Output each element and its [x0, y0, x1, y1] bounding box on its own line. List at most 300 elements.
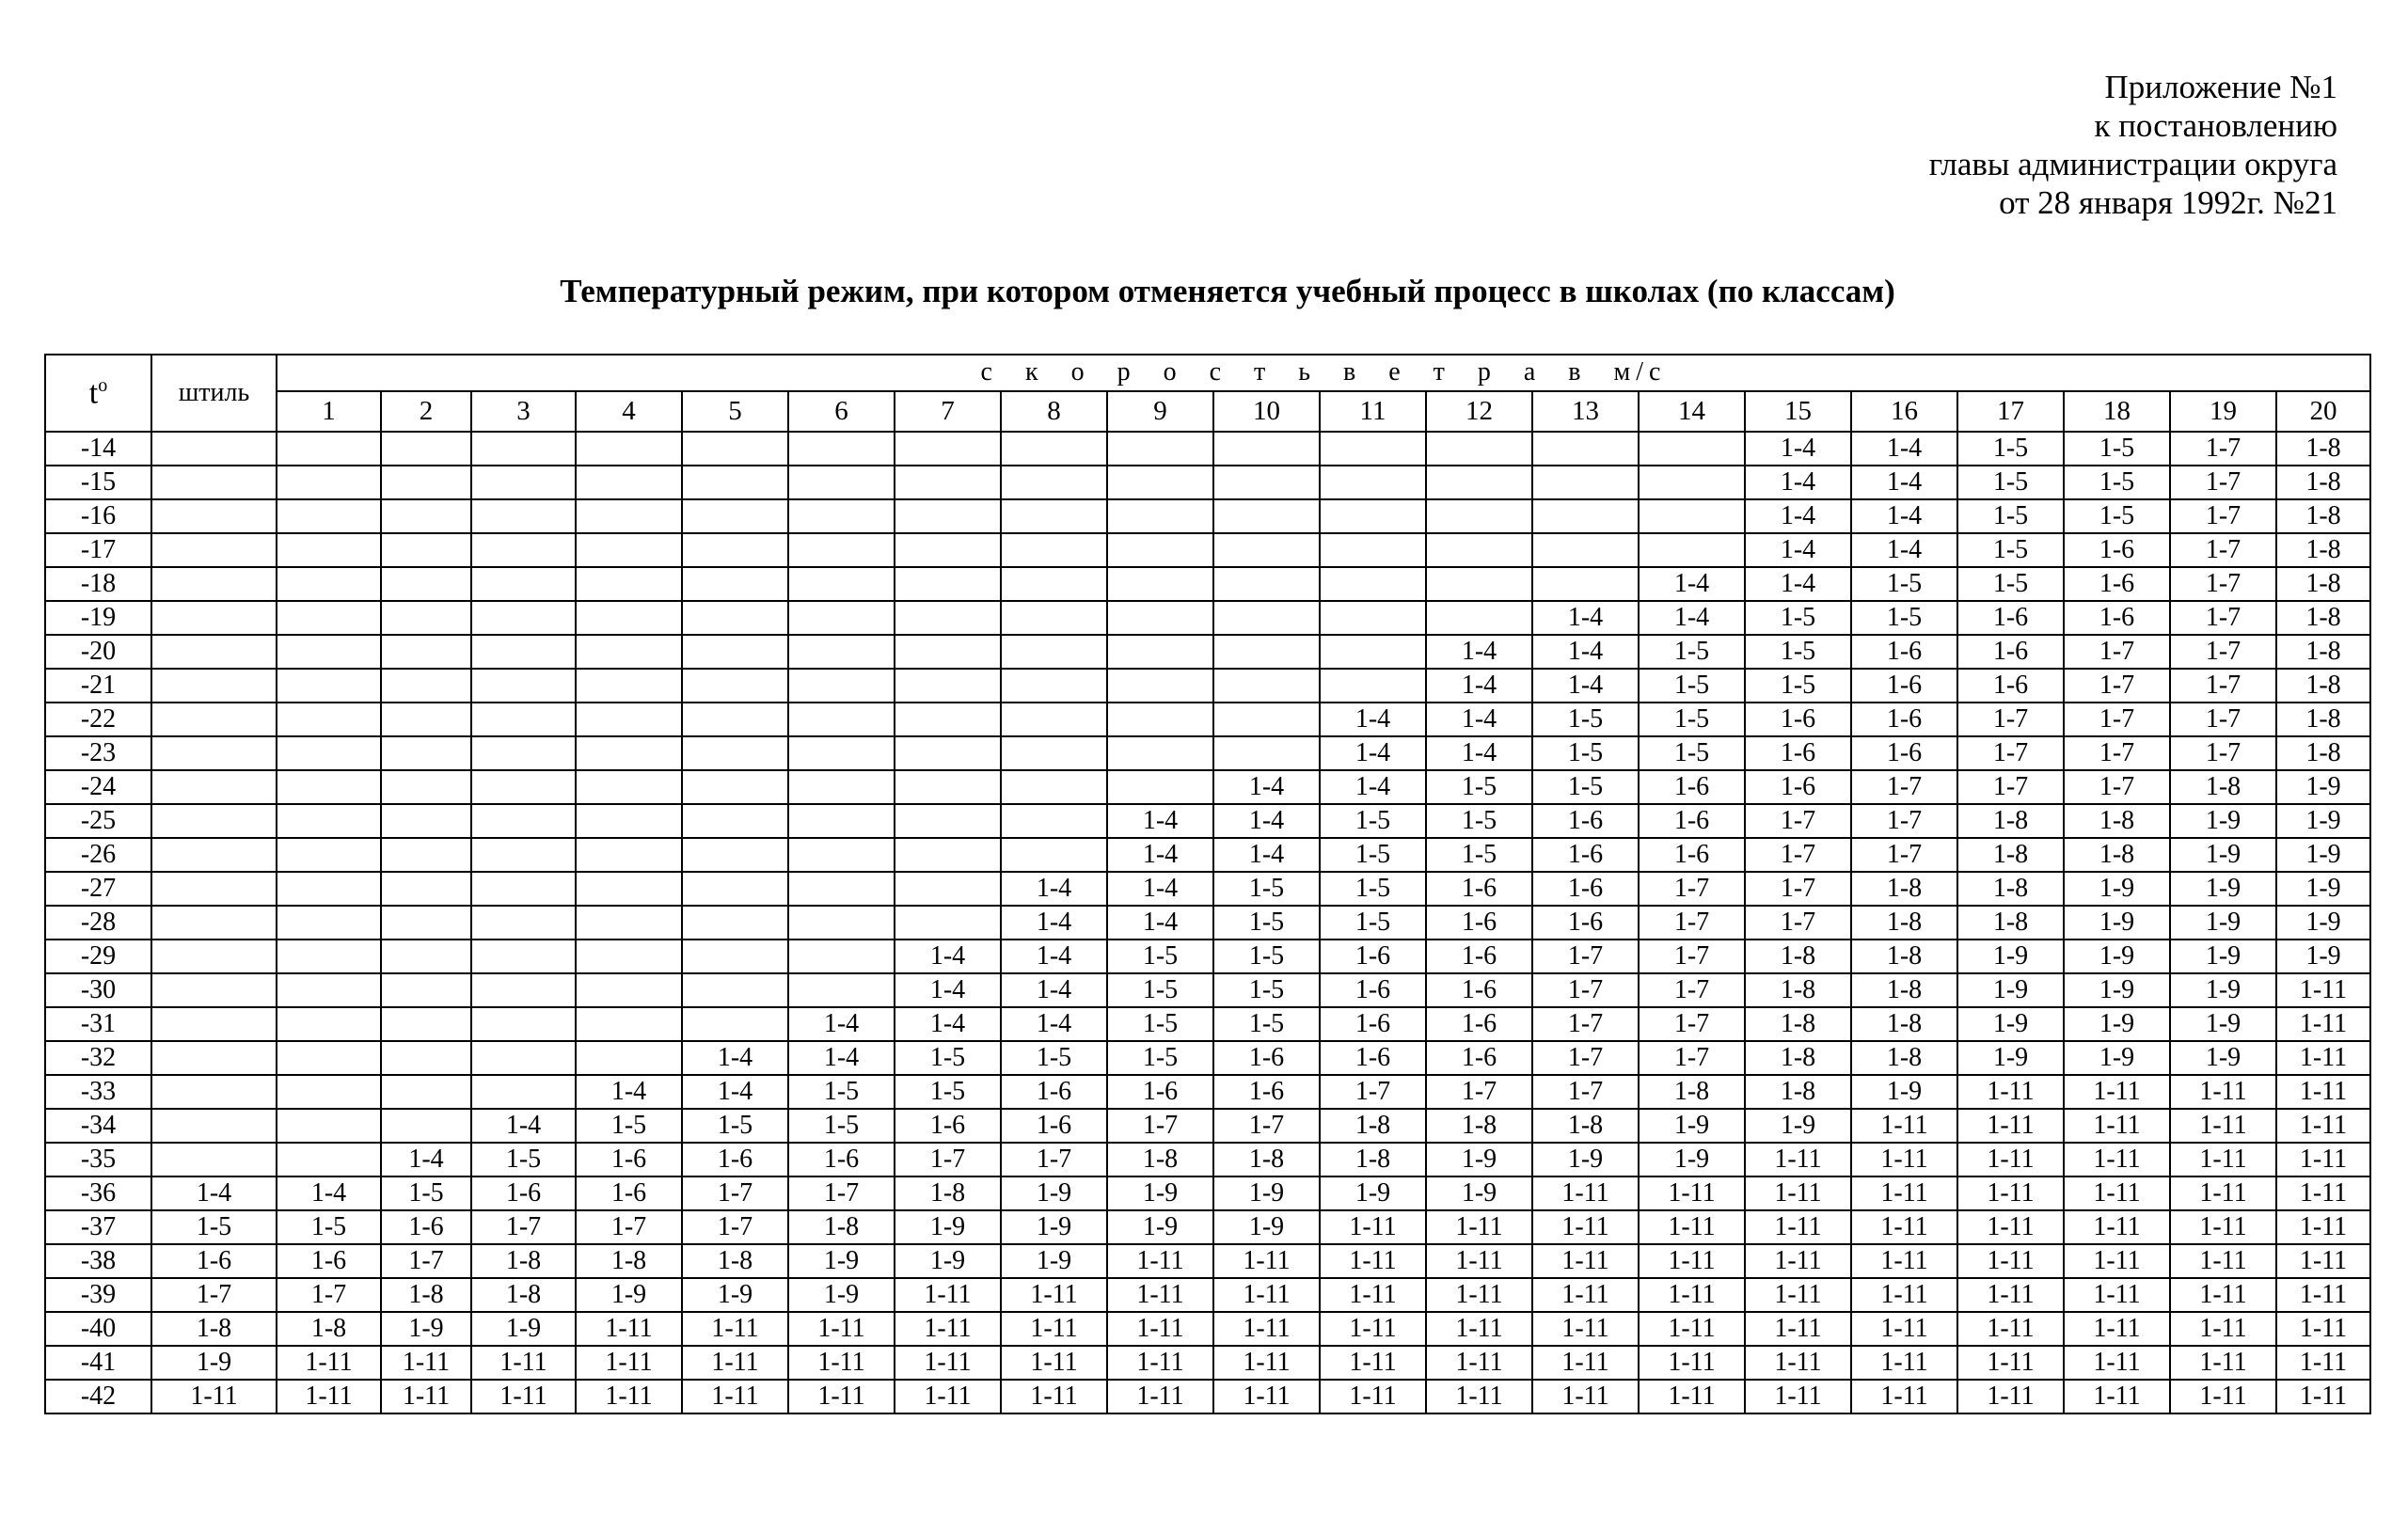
grade-range-cell: [1001, 635, 1107, 669]
grade-range-cell: 1-6: [1745, 736, 1851, 770]
grade-range-cell: 1-7: [1426, 1075, 1532, 1109]
grade-range-cell: [576, 703, 682, 736]
grade-range-cell: 1-5: [1213, 1007, 1320, 1041]
grade-range-cell: [895, 533, 1001, 567]
grade-range-cell: 1-8: [2064, 804, 2170, 838]
grade-range-cell: [1107, 635, 1213, 669]
grade-range-cell: 1-9: [2276, 804, 2370, 838]
grade-range-cell: 1-8: [2276, 466, 2370, 499]
grade-range-cell: 1-11: [895, 1346, 1001, 1380]
grade-range-cell: 1-11: [1426, 1312, 1532, 1346]
grade-range-cell: [576, 838, 682, 872]
temperature-cell: -42: [45, 1380, 151, 1413]
grade-range-cell: 1-11: [1107, 1380, 1213, 1413]
grade-range-cell: 1-11: [1320, 1210, 1426, 1244]
degree-superscript: o: [98, 374, 108, 396]
grade-range-cell: 1-11: [2276, 1007, 2370, 1041]
grade-range-cell: 1-5: [1107, 1041, 1213, 1075]
annex-line-3: главы администрации округа: [1928, 146, 2337, 182]
grade-range-cell: 1-6: [1532, 838, 1639, 872]
grade-range-cell: 1-11: [1851, 1176, 1957, 1210]
grade-range-cell: 1-11: [1213, 1346, 1320, 1380]
grade-range-cell: 1-8: [381, 1278, 471, 1312]
grade-range-cell: 1-4: [1001, 906, 1107, 940]
grade-range-cell: 1-11: [1426, 1210, 1532, 1244]
grade-range-cell: 1-6: [788, 1143, 895, 1176]
grade-range-cell: [277, 906, 381, 940]
grade-range-cell: 1-11: [1532, 1244, 1639, 1278]
grade-range-cell: 1-9: [381, 1312, 471, 1346]
calm-cell: [151, 635, 277, 669]
grade-range-cell: 1-7: [2064, 703, 2170, 736]
grade-range-cell: [1320, 499, 1426, 533]
calm-cell: 1-9: [151, 1346, 277, 1380]
temperature-cell: -33: [45, 1075, 151, 1109]
grade-range-cell: 1-11: [2276, 1210, 2370, 1244]
grade-range-cell: 1-11: [2170, 1244, 2276, 1278]
grade-range-cell: 1-4: [576, 1075, 682, 1109]
grade-range-cell: [277, 567, 381, 601]
grade-range-cell: 1-8: [2276, 669, 2370, 703]
grade-range-cell: 1-8: [471, 1278, 576, 1312]
calm-cell: [151, 1075, 277, 1109]
grade-range-cell: [381, 973, 471, 1007]
calm-cell: [151, 872, 277, 906]
grade-range-cell: [788, 533, 895, 567]
grade-range-cell: [1107, 736, 1213, 770]
grade-range-cell: [1639, 499, 1745, 533]
grade-range-cell: [1001, 838, 1107, 872]
temperature-cell: -34: [45, 1109, 151, 1143]
calm-cell: 1-11: [151, 1380, 277, 1413]
grade-range-cell: 1-6: [682, 1143, 788, 1176]
grade-range-cell: 1-11: [2276, 1278, 2370, 1312]
grade-range-cell: [277, 703, 381, 736]
grade-range-cell: 1-9: [895, 1244, 1001, 1278]
grade-range-cell: 1-8: [576, 1244, 682, 1278]
grade-range-cell: 1-7: [1639, 940, 1745, 973]
table-row: [45, 635, 2370, 669]
grade-range-cell: [1426, 533, 1532, 567]
grade-range-cell: 1-5: [1320, 872, 1426, 906]
grade-range-cell: 1-7: [1532, 1075, 1639, 1109]
table-row: [45, 669, 2370, 703]
grade-range-cell: 1-9: [2064, 872, 2170, 906]
grade-range-cell: [682, 601, 788, 635]
grade-range-cell: 1-11: [1957, 1346, 2064, 1380]
grade-range-cell: 1-7: [2170, 635, 2276, 669]
grade-range-cell: 1-8: [1851, 940, 1957, 973]
grade-range-cell: 1-5: [1957, 499, 2064, 533]
grade-range-cell: [1320, 466, 1426, 499]
grade-range-cell: 1-4: [1320, 736, 1426, 770]
temperature-cell: -14: [45, 432, 151, 466]
temperature-cell: -36: [45, 1176, 151, 1210]
grade-range-cell: [788, 432, 895, 466]
grade-range-cell: 1-11: [2064, 1109, 2170, 1143]
grade-range-cell: [1107, 567, 1213, 601]
grade-range-cell: 1-11: [1532, 1312, 1639, 1346]
wind-speed-column-header: 12: [1426, 391, 1532, 432]
grade-range-cell: [277, 1143, 381, 1176]
grade-range-cell: [1107, 770, 1213, 804]
grade-range-cell: [471, 1075, 576, 1109]
grade-range-cell: [788, 804, 895, 838]
table-row: [45, 736, 2370, 770]
grade-range-cell: 1-11: [1001, 1278, 1107, 1312]
grade-range-cell: 1-7: [1320, 1075, 1426, 1109]
temperature-cell: -38: [45, 1244, 151, 1278]
grade-range-cell: 1-5: [1957, 533, 2064, 567]
grade-range-cell: 1-11: [2170, 1109, 2276, 1143]
calm-cell: [151, 940, 277, 973]
grade-range-cell: [1001, 736, 1107, 770]
grade-range-cell: 1-6: [1107, 1075, 1213, 1109]
grade-range-cell: 1-11: [1851, 1380, 1957, 1413]
grade-range-cell: 1-6: [1001, 1109, 1107, 1143]
grade-range-cell: [1107, 533, 1213, 567]
grade-range-cell: [682, 703, 788, 736]
grade-range-cell: 1-4: [1426, 635, 1532, 669]
grade-range-cell: 1-6: [1745, 703, 1851, 736]
table-row: [45, 432, 2370, 466]
grade-range-cell: 1-7: [2170, 601, 2276, 635]
grade-range-cell: 1-7: [1001, 1143, 1107, 1176]
grade-range-cell: [277, 940, 381, 973]
grade-range-cell: 1-4: [277, 1176, 381, 1210]
grade-range-cell: 1-9: [1426, 1176, 1532, 1210]
grade-range-cell: 1-6: [576, 1176, 682, 1210]
grade-range-cell: 1-11: [1213, 1244, 1320, 1278]
grade-range-cell: 1-6: [1426, 1041, 1532, 1075]
grade-range-cell: 1-11: [1745, 1210, 1851, 1244]
grade-range-cell: [895, 906, 1001, 940]
grade-range-cell: 1-4: [1745, 499, 1851, 533]
grade-range-cell: 1-8: [277, 1312, 381, 1346]
grade-range-cell: 1-8: [1426, 1109, 1532, 1143]
wind-speed-column-header: 2: [381, 391, 471, 432]
temperature-cell: -28: [45, 906, 151, 940]
grade-range-cell: 1-11: [682, 1380, 788, 1413]
grade-range-cell: 1-7: [2064, 770, 2170, 804]
grade-range-cell: 1-11: [1639, 1210, 1745, 1244]
grade-range-cell: [576, 432, 682, 466]
grade-range-cell: 1-8: [1532, 1109, 1639, 1143]
grade-range-cell: 1-6: [1426, 940, 1532, 973]
temperature-cell: -24: [45, 770, 151, 804]
grade-range-cell: 1-4: [682, 1041, 788, 1075]
grade-range-cell: 1-5: [1107, 940, 1213, 973]
grade-range-cell: 1-9: [2276, 872, 2370, 906]
table-row: [45, 804, 2370, 838]
grade-range-cell: 1-7: [682, 1176, 788, 1210]
grade-range-cell: 1-11: [1213, 1312, 1320, 1346]
grade-range-cell: [1213, 601, 1320, 635]
grade-range-cell: 1-11: [1957, 1312, 2064, 1346]
grade-range-cell: [381, 906, 471, 940]
temperature-cell: -19: [45, 601, 151, 635]
grade-range-cell: [471, 736, 576, 770]
grade-range-cell: 1-7: [1532, 1041, 1639, 1075]
grade-range-cell: 1-11: [2064, 1278, 2170, 1312]
grade-range-cell: 1-5: [2064, 432, 2170, 466]
grade-range-cell: 1-7: [2064, 736, 2170, 770]
grade-range-cell: [576, 499, 682, 533]
grade-range-cell: 1-11: [1001, 1312, 1107, 1346]
grade-range-cell: [576, 567, 682, 601]
grade-range-cell: 1-6: [2064, 567, 2170, 601]
grade-range-cell: 1-6: [2064, 533, 2170, 567]
grade-range-cell: 1-11: [2064, 1312, 2170, 1346]
grade-range-cell: 1-11: [2276, 1041, 2370, 1075]
grade-range-cell: 1-4: [1745, 466, 1851, 499]
grade-range-cell: 1-9: [2276, 770, 2370, 804]
grade-range-cell: 1-4: [1532, 669, 1639, 703]
grade-range-cell: 1-6: [1851, 635, 1957, 669]
grade-range-cell: 1-5: [1639, 635, 1745, 669]
grade-range-cell: 1-4: [1851, 432, 1957, 466]
grade-range-cell: [788, 872, 895, 906]
grade-range-cell: [788, 567, 895, 601]
grade-range-cell: [381, 601, 471, 635]
grade-range-cell: [895, 838, 1001, 872]
grade-range-cell: 1-8: [1745, 973, 1851, 1007]
grade-range-cell: [895, 669, 1001, 703]
grade-range-cell: 1-7: [1851, 804, 1957, 838]
grade-range-cell: 1-8: [2276, 567, 2370, 601]
calm-cell: 1-7: [151, 1278, 277, 1312]
grade-range-cell: 1-4: [1639, 601, 1745, 635]
grade-range-cell: [682, 906, 788, 940]
wind-speed-column-header: 9: [1107, 391, 1213, 432]
grade-range-cell: 1-11: [1532, 1176, 1639, 1210]
grade-range-cell: 1-5: [1745, 601, 1851, 635]
grade-range-cell: 1-11: [1001, 1346, 1107, 1380]
grade-range-cell: 1-11: [1745, 1312, 1851, 1346]
grade-range-cell: [576, 906, 682, 940]
grade-range-cell: 1-11: [1639, 1176, 1745, 1210]
grade-range-cell: 1-4: [788, 1007, 895, 1041]
grade-range-cell: 1-11: [1851, 1210, 1957, 1244]
grade-range-cell: [1213, 432, 1320, 466]
grade-range-cell: [576, 1041, 682, 1075]
grade-range-cell: [471, 906, 576, 940]
calm-cell: [151, 1109, 277, 1143]
grade-range-cell: [277, 1075, 381, 1109]
table-row: [45, 1075, 2370, 1109]
grade-range-cell: [682, 533, 788, 567]
grade-range-cell: 1-6: [1957, 635, 2064, 669]
grade-range-cell: 1-7: [788, 1176, 895, 1210]
grade-range-cell: 1-5: [1001, 1041, 1107, 1075]
grade-range-cell: 1-11: [2276, 1143, 2370, 1176]
grade-range-cell: 1-6: [1426, 906, 1532, 940]
grade-range-cell: 1-11: [788, 1312, 895, 1346]
grade-range-cell: 1-7: [895, 1143, 1001, 1176]
grade-range-cell: 1-11: [2170, 1176, 2276, 1210]
grade-range-cell: [1001, 804, 1107, 838]
grade-range-cell: [471, 669, 576, 703]
grade-range-cell: 1-5: [1426, 804, 1532, 838]
grade-range-cell: 1-6: [1639, 804, 1745, 838]
grade-range-cell: 1-8: [1745, 940, 1851, 973]
grade-range-cell: 1-7: [471, 1210, 576, 1244]
grade-range-cell: [576, 973, 682, 1007]
grade-range-cell: 1-9: [2170, 973, 2276, 1007]
grade-range-cell: 1-6: [1320, 940, 1426, 973]
grade-range-cell: 1-5: [1213, 872, 1320, 906]
grade-range-cell: 1-11: [1639, 1244, 1745, 1278]
grade-range-cell: 1-5: [1213, 906, 1320, 940]
grade-range-cell: [381, 533, 471, 567]
grade-range-cell: [576, 940, 682, 973]
grade-range-cell: [381, 499, 471, 533]
grade-range-cell: 1-11: [1107, 1244, 1213, 1278]
wind-speed-column-header: 14: [1639, 391, 1745, 432]
calm-cell: [151, 499, 277, 533]
grade-range-cell: [788, 669, 895, 703]
grade-range-cell: [277, 466, 381, 499]
grade-range-cell: 1-4: [1107, 804, 1213, 838]
grade-range-cell: [1107, 601, 1213, 635]
grade-range-cell: [277, 736, 381, 770]
grade-range-cell: [682, 499, 788, 533]
grade-range-cell: [381, 872, 471, 906]
grade-range-cell: 1-11: [277, 1346, 381, 1380]
grade-range-cell: 1-7: [1745, 872, 1851, 906]
grade-range-cell: 1-7: [1639, 872, 1745, 906]
grade-range-cell: 1-8: [2276, 601, 2370, 635]
grade-range-cell: [895, 601, 1001, 635]
grade-range-cell: 1-11: [2170, 1380, 2276, 1413]
grade-range-cell: 1-7: [1532, 973, 1639, 1007]
grade-range-cell: 1-6: [1851, 736, 1957, 770]
grade-range-cell: [381, 635, 471, 669]
grade-range-cell: 1-7: [2170, 567, 2276, 601]
grade-range-cell: [682, 567, 788, 601]
grade-range-cell: 1-4: [1532, 601, 1639, 635]
grade-range-cell: 1-8: [1957, 838, 2064, 872]
grade-range-cell: 1-7: [2170, 533, 2276, 567]
grade-range-cell: 1-5: [1639, 669, 1745, 703]
grade-range-cell: [1532, 567, 1639, 601]
calm-cell: [151, 736, 277, 770]
temperature-cell: -27: [45, 872, 151, 906]
grade-range-cell: 1-6: [1532, 906, 1639, 940]
grade-range-cell: 1-4: [1320, 770, 1426, 804]
grade-range-cell: 1-6: [1320, 1007, 1426, 1041]
grade-range-cell: 1-7: [1532, 1007, 1639, 1041]
grade-range-cell: 1-9: [788, 1244, 895, 1278]
grade-range-cell: 1-6: [1320, 1041, 1426, 1075]
grade-range-cell: 1-11: [1107, 1312, 1213, 1346]
grade-range-cell: 1-9: [2170, 1007, 2276, 1041]
grade-range-cell: [895, 872, 1001, 906]
grade-range-cell: 1-4: [1001, 872, 1107, 906]
grade-range-cell: 1-7: [277, 1278, 381, 1312]
grade-range-cell: 1-11: [1957, 1176, 2064, 1210]
calm-cell: [151, 601, 277, 635]
grade-range-cell: [381, 770, 471, 804]
grade-range-cell: [895, 804, 1001, 838]
grade-range-cell: 1-11: [1745, 1380, 1851, 1413]
temperature-symbol: t: [88, 375, 99, 411]
calm-cell: [151, 838, 277, 872]
grade-range-cell: 1-11: [1532, 1210, 1639, 1244]
grade-range-cell: [471, 601, 576, 635]
grade-range-cell: 1-11: [682, 1312, 788, 1346]
grade-range-cell: [277, 770, 381, 804]
grade-range-cell: [1213, 703, 1320, 736]
grade-range-cell: 1-8: [1957, 804, 2064, 838]
annex-header: [1929, 68, 2337, 222]
grade-range-cell: [381, 466, 471, 499]
grade-range-cell: 1-7: [1957, 770, 2064, 804]
grade-range-cell: [277, 872, 381, 906]
annex-line-4: от 28 января 1992г. №21: [1999, 184, 2337, 221]
grade-range-cell: [788, 770, 895, 804]
grade-range-cell: [788, 601, 895, 635]
grade-range-cell: 1-6: [1213, 1041, 1320, 1075]
grade-range-cell: 1-11: [2170, 1278, 2276, 1312]
grade-range-cell: 1-5: [1851, 567, 1957, 601]
grade-range-cell: 1-4: [1851, 533, 1957, 567]
temperature-cell: -30: [45, 973, 151, 1007]
grade-range-cell: 1-11: [1851, 1109, 1957, 1143]
grade-range-cell: 1-6: [1213, 1075, 1320, 1109]
grade-range-cell: [1320, 432, 1426, 466]
grade-range-cell: 1-6: [1957, 669, 2064, 703]
grade-range-cell: [471, 838, 576, 872]
grade-range-cell: 1-11: [1851, 1312, 1957, 1346]
grade-range-cell: 1-8: [2276, 635, 2370, 669]
grade-range-cell: 1-11: [1001, 1380, 1107, 1413]
grade-range-cell: 1-5: [1320, 838, 1426, 872]
grade-range-cell: [1001, 533, 1107, 567]
grade-range-cell: [1001, 601, 1107, 635]
wind-speed-column-header: 19: [2170, 391, 2276, 432]
grade-range-cell: 1-7: [381, 1244, 471, 1278]
temperature-cell: -35: [45, 1143, 151, 1176]
grade-range-cell: [895, 635, 1001, 669]
temperature-cell: -31: [45, 1007, 151, 1041]
table-row: [45, 973, 2370, 1007]
grade-range-cell: 1-8: [1851, 1007, 1957, 1041]
grade-range-cell: [1001, 703, 1107, 736]
grade-range-cell: [1426, 567, 1532, 601]
grade-range-cell: [277, 533, 381, 567]
grade-range-cell: 1-11: [895, 1380, 1001, 1413]
calm-cell: 1-6: [151, 1244, 277, 1278]
table-row: [45, 567, 2370, 601]
grade-range-cell: [788, 703, 895, 736]
grade-range-cell: 1-5: [576, 1109, 682, 1143]
grade-range-cell: 1-8: [682, 1244, 788, 1278]
table-row: [45, 1312, 2370, 1346]
grade-range-cell: 1-8: [471, 1244, 576, 1278]
wind-speed-column-header: 3: [471, 391, 576, 432]
grade-range-cell: [277, 1007, 381, 1041]
grade-range-cell: 1-11: [1745, 1244, 1851, 1278]
grade-range-cell: 1-11: [2170, 1210, 2276, 1244]
grade-range-cell: [1001, 499, 1107, 533]
table-row: [45, 703, 2370, 736]
grade-range-cell: 1-11: [2170, 1143, 2276, 1176]
grade-range-cell: [682, 635, 788, 669]
grade-range-cell: 1-6: [1001, 1075, 1107, 1109]
grade-range-cell: 1-11: [2276, 1176, 2370, 1210]
grade-range-cell: [277, 601, 381, 635]
